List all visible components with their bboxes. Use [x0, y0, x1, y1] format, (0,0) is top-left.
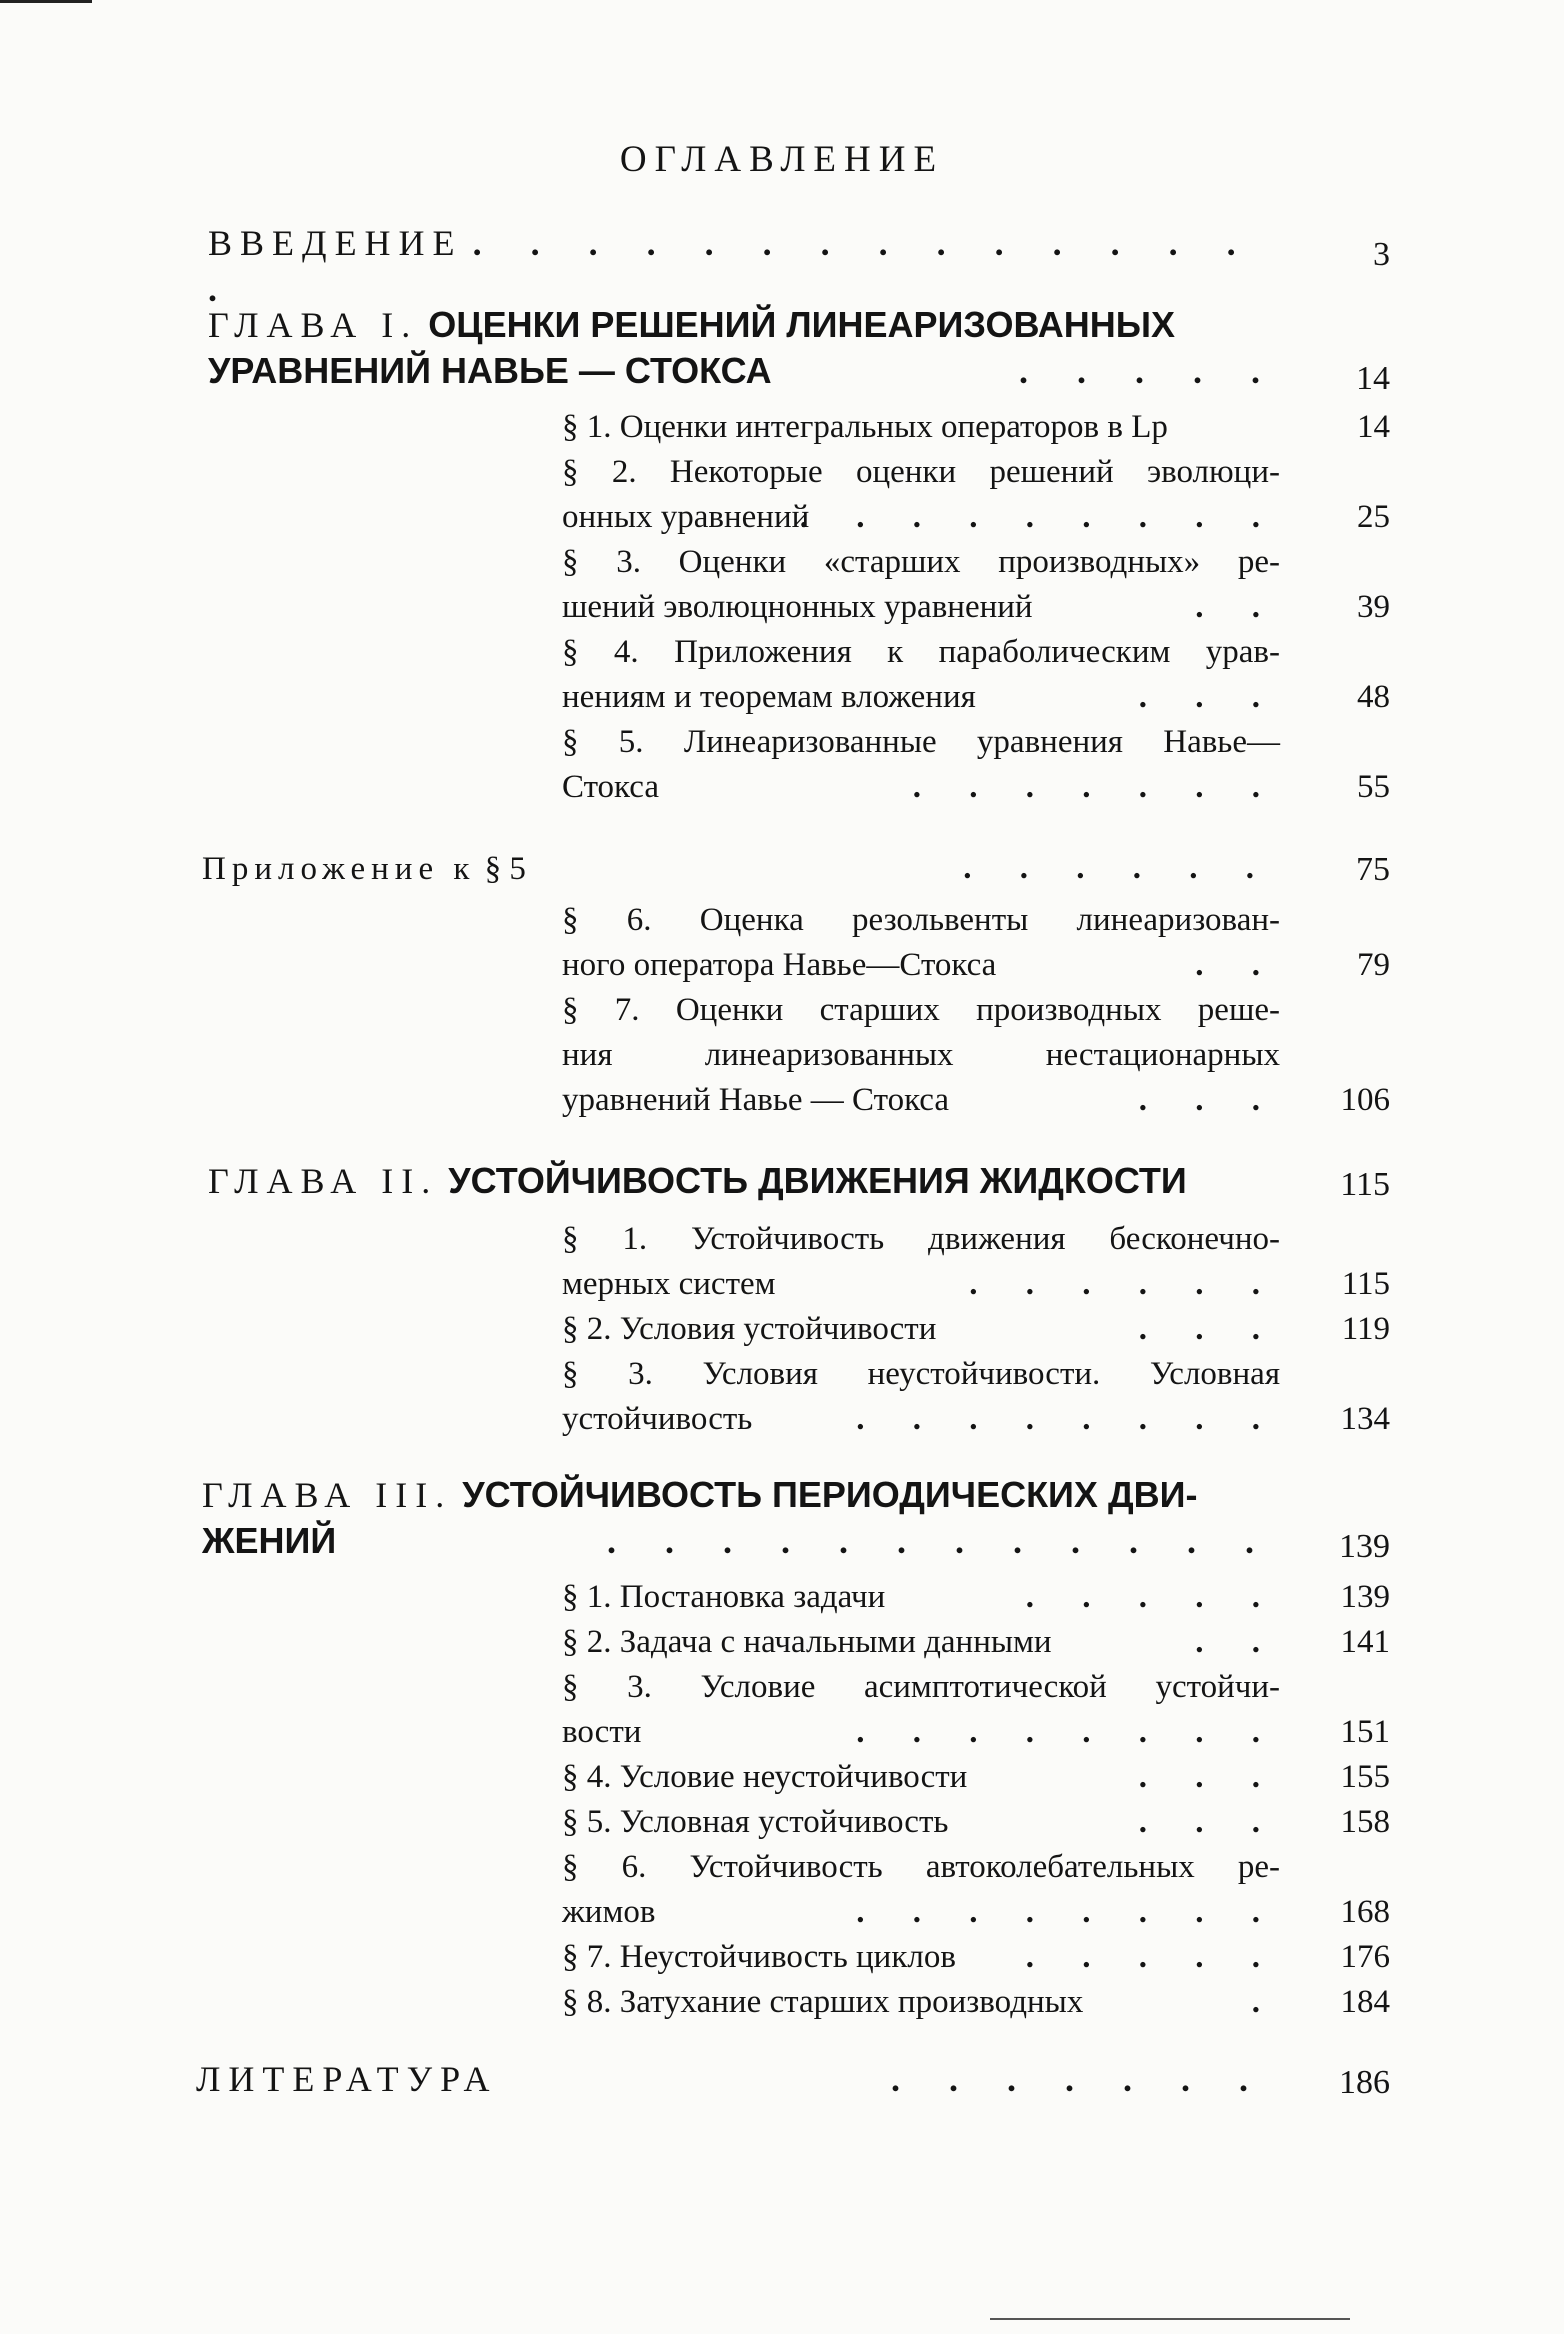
toc-entry: § 6. Оценка резольвенты линеаризован- ного оператора Навье—Стокса . . — [562, 902, 1280, 983]
toc-intro: ВВЕДЕНИЕ . . . . . . . . . . . . . . . — [208, 223, 1256, 309]
toc-entry: § 3. Оценки «старших производных» ре- шений эволюцнонных уравнений . . — [562, 544, 1280, 625]
toc-entry: § 3. Условие асимптотической устойчи- вости . . . . . . . . — [562, 1669, 1280, 1750]
toc-entry: § 5. Линеаризованные уравнения Навье— Стокса . . . . . . . — [562, 724, 1280, 805]
literature-heading: ЛИТЕРАТУРА . . . . . . . — [196, 2059, 1268, 2099]
chapter3-heading: ГЛАВА III. УСТОЙЧИВОСТЬ ПЕРИОДИЧЕСКИХ ДВИ- ЖЕНИЙ . . . . . . . . . . . . — [202, 1474, 1274, 1561]
toc-entry: § 2. Задача с начальными данными . . — [562, 1624, 1280, 1660]
toc-entry: § 1. Оценки интегральных операторов в Lp — [562, 409, 1168, 445]
chapter3-page: 139 — [1339, 1528, 1390, 1565]
toc-entry: § 6. Устойчивость автоколебательных ре- жимов . . . . . . . . — [562, 1849, 1280, 1930]
appendix-heading: Приложение к § 5 . . . . . . — [202, 850, 1274, 887]
toc-entry: § 1. Постановка задачи . . . . . — [562, 1579, 1280, 1615]
toc-entry: § 3. Условия неустойчивости. Условная устойчивость . . . . . . . . — [562, 1356, 1280, 1437]
toc-entry: § 7. Неустойчивость циклов . . . . . — [562, 1939, 1280, 1975]
toc-entry: § 5. Условная устойчивость . . . — [562, 1804, 1280, 1840]
chapter2-heading: ГЛАВА II. УСТОЙЧИВОСТЬ ДВИЖЕНИЯ ЖИДКОСТИ — [208, 1160, 1187, 1201]
appendix-page: 75 — [1356, 851, 1390, 888]
page-title: ОГЛАВЛЕНИЕ — [619, 139, 945, 180]
toc-entry: § 2. Некоторые оценки решений эволюци- онных уравнений . . . . . . . . . — [562, 454, 1280, 535]
toc-entry: § 8. Затухание старших производных . — [562, 1984, 1280, 2020]
intro-page: 3 — [1373, 236, 1390, 273]
chapter1-heading: ГЛАВА I. ОЦЕНКИ РЕШЕНИЙ ЛИНЕАРИЗОВАННЫХ УРАВНЕНИЙ НАВЬЕ — СТОКСА . . . . . — [208, 304, 1280, 391]
chapter1-page: 14 — [1356, 360, 1390, 397]
toc-entry: § 7. Оценки старших производных реше- ния линеаризованных нестационарных уравнений Навье — Стокса . . . — [562, 992, 1280, 1118]
toc-entry: § 1. Устойчивость движения бесконечно- мерных систем . . . . . . — [562, 1221, 1280, 1302]
toc-entry: § 4. Условие неустойчивости . . . — [562, 1759, 1280, 1795]
intro-label: ВВЕДЕНИЕ — [208, 223, 463, 263]
toc-entry: § 2. Условия устойчивости . . . — [562, 1311, 1280, 1347]
toc-entry: § 4. Приложения к параболическим урав- нениям и теоремам вложения . . . — [562, 634, 1280, 715]
literature-label: ЛИТЕРАТУРА — [196, 2059, 498, 2099]
chapter2-page: 115 — [1340, 1166, 1390, 1203]
scan-mark — [0, 0, 92, 3]
toc-page: ОГЛАВЛЕНИЕ ВВЕДЕНИЕ . . . . . . . . . . . . . . . 3 ГЛАВА I. ОЦЕНКИ РЕШЕНИЙ ЛИНЕАРИЗОВАННЫХ УРАВНЕНИЙ НАВЬЕ — СТОКСА . . . . . 14 § 1. Оценки интегральных операторов в Lp 14 § 2. Некоторые оценки решений эволюци- онных уравнений . . . . . . . . . 25 § 3. Оценки «старших производных» ре- шений эволюцнонных уравнений . . 39 § 4. Приложения к параболическим урав- нениям и теоремам вложения . . . 48 § 5. Линеаризованные уравнения Навье— Стокса . . . . . . . 55 Приложение к § 5 . . . . . . 75 § 6. Оценка резольвенты линеаризован- ного оператора Навье—Стокса . . 79 § 7. Оценки старших производных реше- ния линеаризованных нестационарных уравнений Навье — Стокса . . . 106 ГЛАВА II. УСТОЙЧИВОСТЬ ДВИЖЕНИЯ ЖИДКОСТИ 115 § 1. Устойчивость движения бесконечно- мерных систем . . . . . . 115 § 2. Условия устойчивости . . . 119 § 3. Условия неустойчивости. Условная устойчивость . . . . . . . . 134 ГЛАВА III. УСТОЙЧИВОСТЬ ПЕРИОДИЧЕСКИХ ДВИ- ЖЕНИЙ . . . . . . . . . . . . 139 § 1. Постановка задачи . . . . . 139 § 2. Задача с начальными данными . . 141 § 3. Условие асимптотической устойчи- вости . . . . . . . . 151 § 4. Условие неустойчивости . . . 155 § 5. Условная устойчивость . . . 158 § 6. Устойчивость автоколебательных ре- жимов . . . . . . . . 168 § 7. Неустойчивость циклов . . . . . 176 § 8. Затухание старших производных . 184 ЛИТЕРАТУРА . . . . . . . 186 — [0, 0, 1564, 2334]
bottom-rule — [990, 2318, 1350, 2320]
literature-page: 186 — [1339, 2064, 1390, 2101]
